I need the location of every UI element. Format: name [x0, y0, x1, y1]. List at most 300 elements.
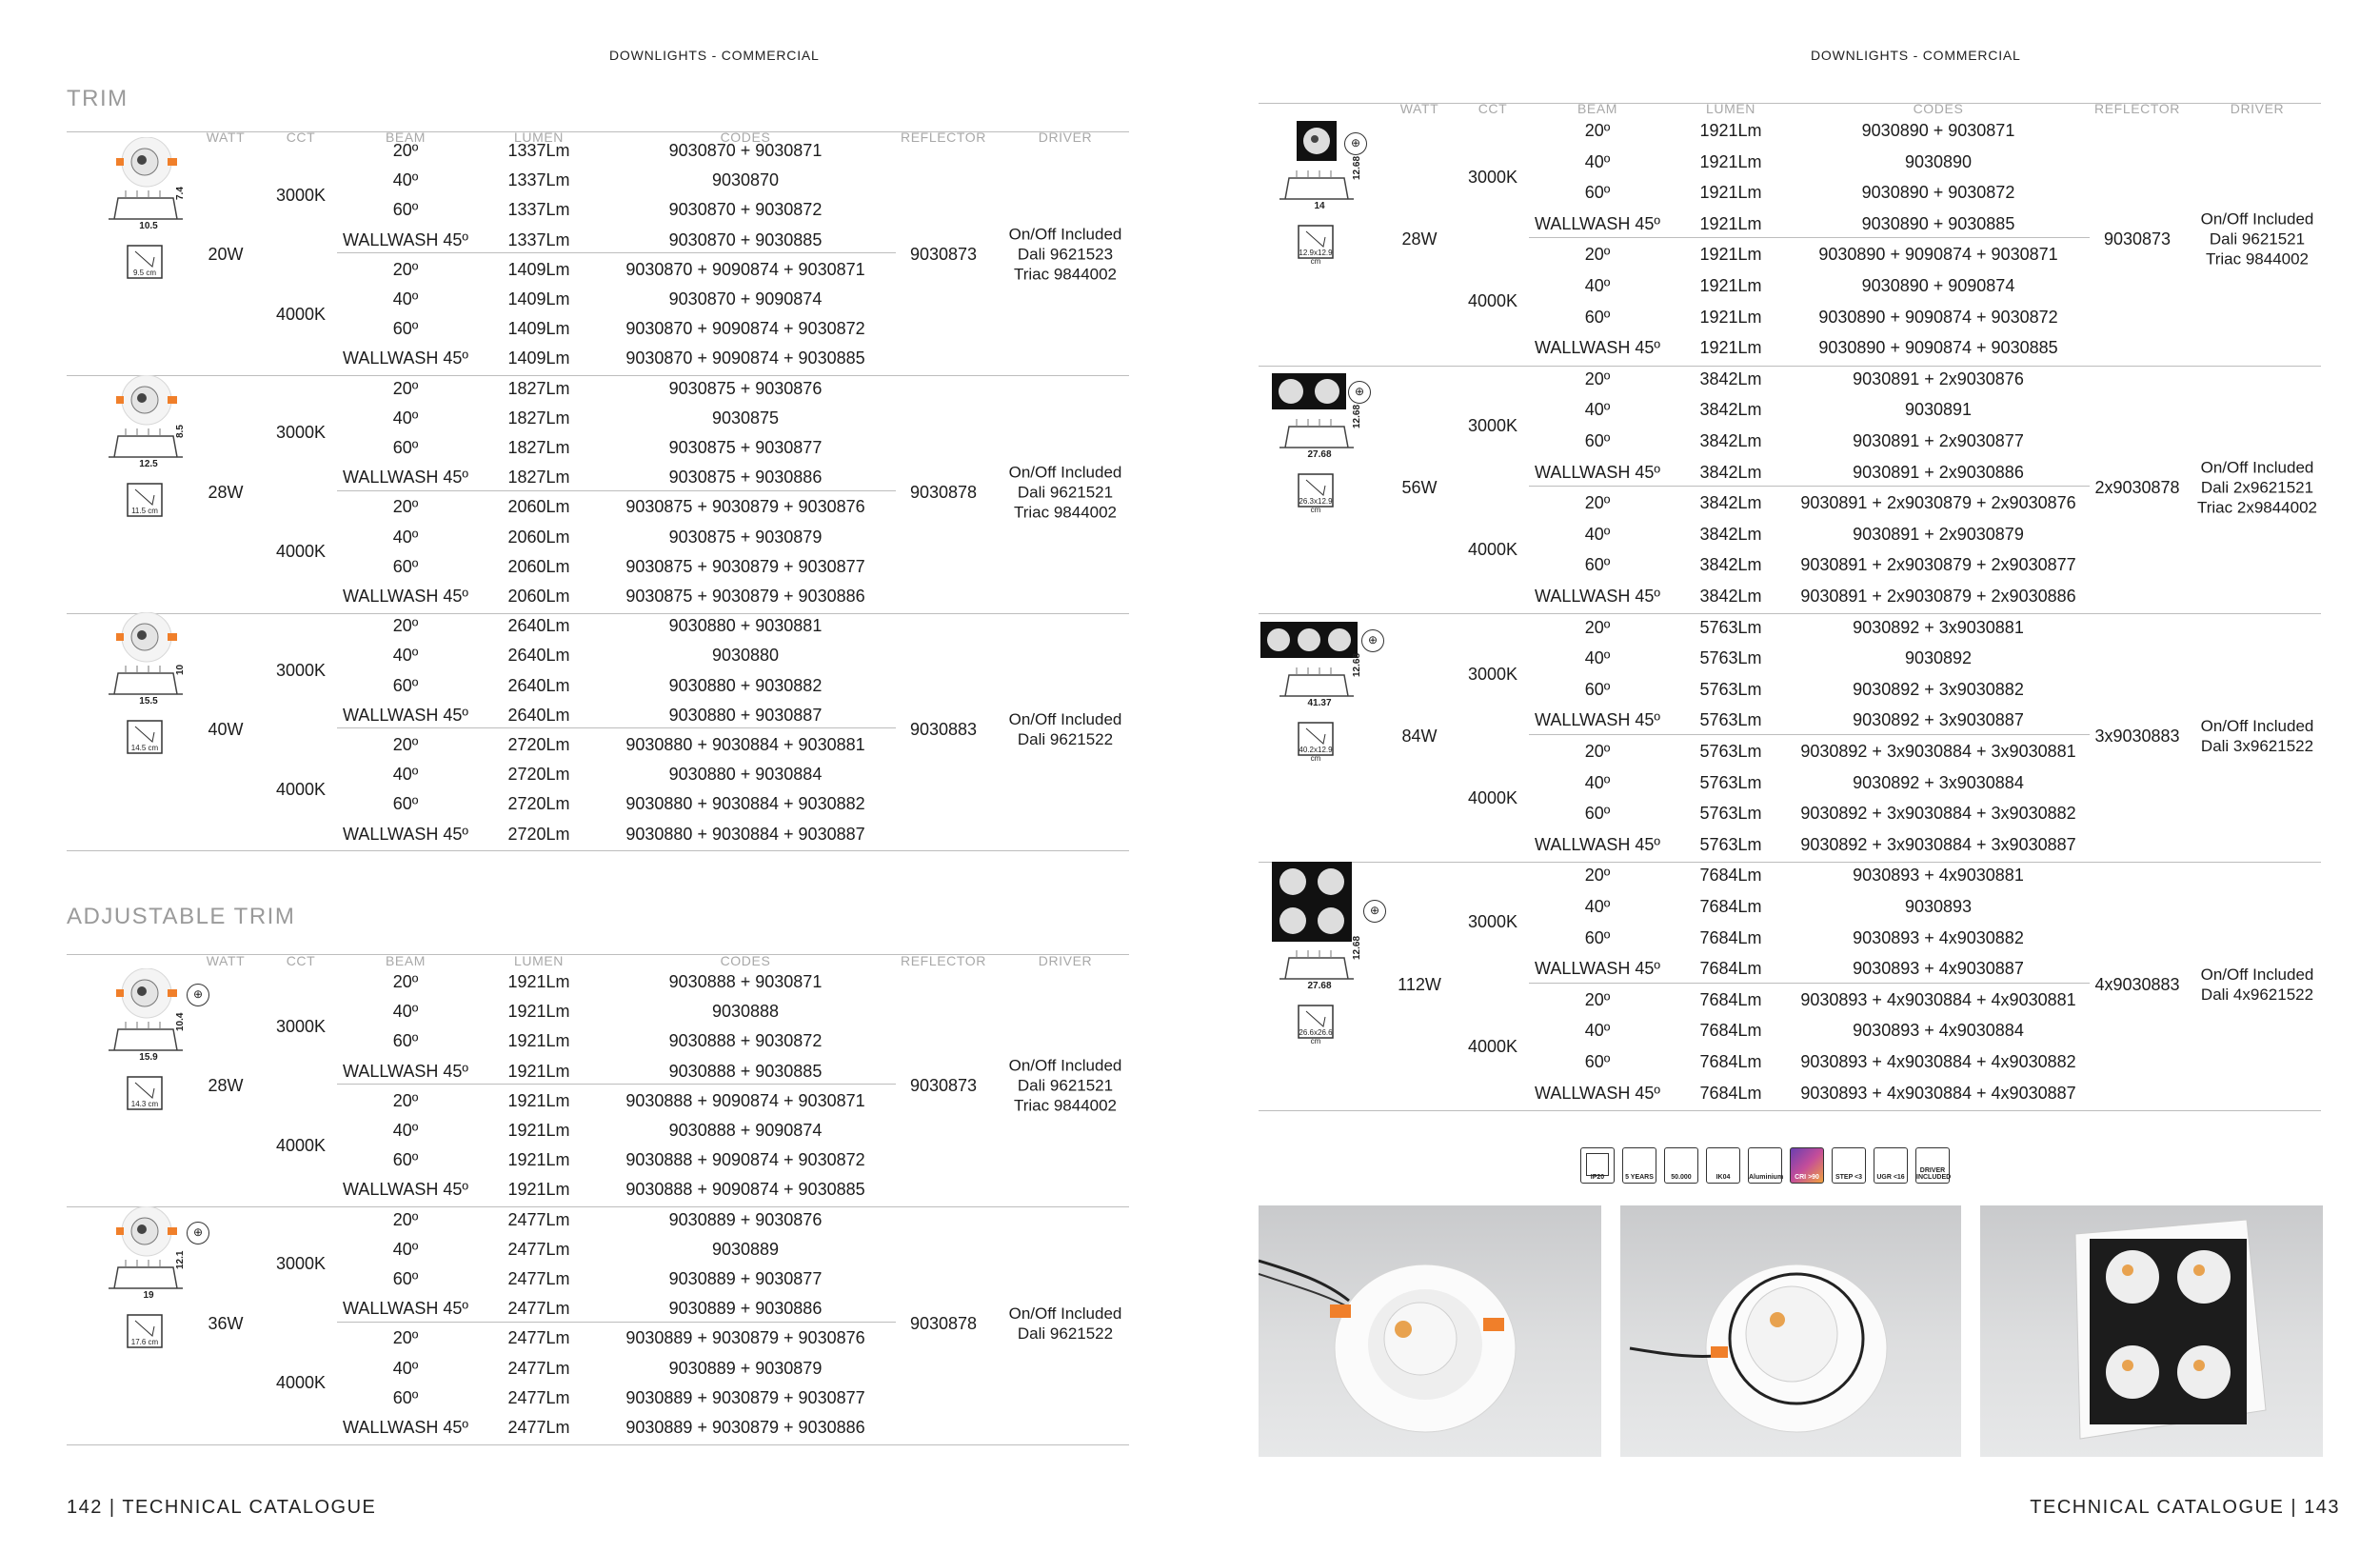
product-codes: 9030891 — [1904, 400, 1973, 420]
product-codes: 9030870 + 9090874 + 9030885 — [625, 348, 865, 368]
group-rule — [1529, 486, 2090, 487]
lumen-value: 1921Lm — [1699, 307, 1762, 327]
group-rule — [337, 1084, 896, 1085]
beam-angle: WALLWASH 45º — [343, 824, 468, 844]
feature-icon — [1915, 1147, 1950, 1184]
column-header: DRIVER — [1038, 129, 1093, 145]
driver-line: Triac 9844002 — [1013, 265, 1118, 284]
lumen-value: 5763Lm — [1699, 710, 1762, 730]
product-thumbnail — [1259, 614, 1378, 809]
beam-angle: 60º — [1584, 927, 1611, 947]
lumen-value: 7684Lm — [1699, 927, 1762, 947]
cct-value: 4000K — [275, 779, 327, 799]
beam-angle: 20º — [1584, 989, 1611, 1009]
product-codes: 9030892 + 3x9030884 + 3x9030887 — [1800, 834, 2076, 854]
feature-icon — [1580, 1147, 1615, 1184]
beam-angle: 40º — [1584, 276, 1611, 295]
beam-angle: 40º — [392, 1002, 419, 1022]
dimension-width: 12.5 — [139, 458, 158, 469]
beam-angle: 40º — [1584, 400, 1611, 420]
beam-angle: WALLWASH 45º — [343, 1299, 468, 1319]
lumen-value: 5763Lm — [1699, 617, 1762, 637]
driver-line: On/Off Included — [2200, 965, 2314, 984]
lumen-value: 2477Lm — [507, 1328, 570, 1348]
feature-icon — [1706, 1147, 1740, 1184]
feature-icons-row — [1580, 1147, 2018, 1191]
product-codes: 9030893 + 4x9030881 — [1853, 866, 2024, 886]
product-codes: 9030875 + 9030879 + 9030886 — [625, 587, 865, 606]
cct-value: 4000K — [275, 1135, 327, 1155]
beam-angle: WALLWASH 45º — [343, 705, 468, 725]
product-rule — [1259, 613, 2321, 614]
product-codes: 9030870 + 9090874 — [668, 289, 823, 309]
lumen-value: 2477Lm — [507, 1358, 570, 1378]
product-codes: 9030870 + 9030872 — [668, 200, 823, 220]
dimension-height: 8.5 — [175, 424, 186, 438]
feature-icon-label: STEP <3 — [1835, 1174, 1863, 1181]
product-rule — [1259, 862, 2321, 863]
lumen-value: 1921Lm — [1699, 338, 1762, 358]
lumen-value: 3842Lm — [1699, 400, 1762, 420]
product-codes: 9030893 + 4x9030884 + 4x9030882 — [1800, 1052, 2076, 1071]
driver-line: Dali 9621523 — [1017, 245, 1114, 264]
lumen-value: 2477Lm — [507, 1269, 570, 1288]
beam-angle: WALLWASH 45º — [1535, 710, 1660, 730]
beam-angle: WALLWASH 45º — [343, 1418, 468, 1437]
beam-angle: WALLWASH 45º — [1535, 834, 1660, 854]
column-header: LUMEN — [513, 129, 565, 145]
lumen-value: 1921Lm — [1699, 183, 1762, 203]
lumen-value: 7684Lm — [1699, 959, 1762, 979]
product-codes: 9030888 + 9030872 — [668, 1031, 823, 1051]
cct-value: 3000K — [275, 661, 327, 680]
product-codes: 9030870 + 9030871 — [668, 141, 823, 160]
column-header: WATT — [1399, 101, 1439, 116]
reflector-code: 9030878 — [909, 1313, 978, 1333]
lumen-value: 1337Lm — [507, 229, 570, 249]
lumen-value: 1921Lm — [1699, 151, 1762, 171]
product-codes: 9030880 + 9030881 — [668, 616, 823, 636]
beam-angle: 20º — [1584, 617, 1611, 637]
cct-value: 4000K — [1467, 291, 1518, 311]
lumen-value: 1409Lm — [507, 289, 570, 309]
product-codes: 9030889 + 9030879 — [668, 1358, 823, 1378]
beam-angle: 60º — [392, 1031, 419, 1051]
product-codes: 9030892 + 3x9030881 — [1853, 617, 2024, 637]
dimension-width: 10.5 — [139, 221, 158, 231]
lumen-value: 5763Lm — [1699, 834, 1762, 854]
lumen-value: 2060Lm — [507, 527, 570, 547]
dimension-width: 15.5 — [139, 696, 158, 707]
column-header: BEAM — [385, 953, 426, 968]
product-codes: 9030890 + 9090874 + 9030872 — [1818, 307, 2058, 327]
product-codes: 9030875 + 9030876 — [668, 378, 823, 398]
adjustable-tilt-icon: ⊕ — [1344, 132, 1367, 155]
lumen-value: 1921Lm — [507, 972, 570, 991]
cutout-size: 40.2x12.9 cm — [1299, 745, 1333, 763]
lumen-value: 2720Lm — [507, 824, 570, 844]
page-footer: 142 | TECHNICAL CATALOGUE — [67, 1497, 377, 1518]
feature-icon-label: IP20 — [1590, 1174, 1605, 1181]
feature-icon — [1622, 1147, 1656, 1184]
lumen-value: 1827Lm — [507, 408, 570, 428]
beam-angle: 20º — [392, 735, 419, 754]
dimension-width: 27.68 — [1307, 981, 1332, 992]
product-rule — [1259, 1110, 2321, 1111]
beam-angle: WALLWASH 45º — [343, 587, 468, 606]
lumen-value: 5763Lm — [1699, 772, 1762, 792]
beam-angle: WALLWASH 45º — [343, 1180, 468, 1200]
beam-angle: 40º — [392, 1239, 419, 1259]
driver-line: Triac 9844002 — [1013, 1096, 1118, 1115]
product-codes: 9030893 — [1904, 897, 1973, 916]
cct-value: 3000K — [1467, 912, 1518, 932]
lumen-value: 3842Lm — [1699, 524, 1762, 544]
cct-value: 3000K — [275, 1254, 327, 1274]
lumen-value: 1827Lm — [507, 468, 570, 488]
product-codes: 9030890 + 9090874 + 9030871 — [1818, 245, 2058, 265]
product-codes: 9030889 — [711, 1239, 780, 1259]
column-header: BEAM — [385, 129, 426, 145]
product-codes: 9030870 + 9030885 — [668, 229, 823, 249]
column-header: CODES — [720, 129, 771, 145]
lumen-value: 2640Lm — [507, 705, 570, 725]
driver-line: Dali 3x9621522 — [2200, 736, 2314, 755]
cct-value: 3000K — [1467, 167, 1518, 187]
lumen-value: 1409Lm — [507, 348, 570, 368]
product-codes: 9030890 — [1904, 151, 1973, 171]
driver-options — [1009, 1304, 1122, 1344]
watt-value: 28W — [1401, 229, 1438, 249]
lumen-value: 3842Lm — [1699, 431, 1762, 450]
driver-options — [1009, 225, 1122, 285]
beam-angle: 40º — [392, 289, 419, 309]
driver-options — [1009, 709, 1122, 749]
product-codes: 9030893 + 4x9030884 — [1853, 1021, 2024, 1041]
product-thumbnail — [88, 612, 202, 807]
beam-angle: 40º — [1584, 897, 1611, 916]
group-rule — [1529, 237, 2090, 238]
product-codes: 9030890 + 9030871 — [1861, 121, 2015, 140]
lumen-value: 1921Lm — [507, 1090, 570, 1110]
watt-value: 28W — [208, 1076, 244, 1096]
product-codes: 9030892 + 3x9030884 + 3x9030882 — [1800, 804, 2076, 824]
group-rule — [337, 727, 896, 728]
product-codes: 9030890 + 9030885 — [1861, 213, 2015, 233]
driver-line: On/Off Included — [2200, 716, 2314, 735]
lumen-value: 1921Lm — [1699, 276, 1762, 295]
reflector-code: 9030873 — [909, 1076, 978, 1096]
driver-line: On/Off Included — [2200, 209, 2314, 229]
beam-angle: 20º — [392, 616, 419, 636]
beam-angle: 60º — [1584, 431, 1611, 450]
beam-angle: 60º — [392, 1387, 419, 1407]
feature-icon-label: 5 YEARS — [1625, 1174, 1654, 1181]
watt-value: 36W — [208, 1313, 244, 1333]
product-codes: 9030880 + 9030884 + 9030881 — [625, 735, 865, 754]
driver-options — [2197, 457, 2317, 517]
lumen-value: 2720Lm — [507, 765, 570, 785]
product-codes: 9030875 — [711, 408, 780, 428]
beam-angle: 60º — [392, 1150, 419, 1170]
dimension-width: 19 — [143, 1289, 154, 1301]
beam-angle: 40º — [392, 646, 419, 666]
product-codes: 9030880 — [711, 646, 780, 666]
product-codes: 9030892 + 3x9030884 — [1853, 772, 2024, 792]
adjustable-tilt-icon: ⊕ — [187, 1222, 209, 1244]
beam-angle: 40º — [1584, 151, 1611, 171]
lumen-value: 1827Lm — [507, 378, 570, 398]
lumen-value: 2720Lm — [507, 735, 570, 754]
column-header: REFLECTOR — [901, 129, 986, 145]
lumen-value: 7684Lm — [1699, 897, 1762, 916]
product-codes: 9030888 + 9030871 — [668, 972, 823, 991]
product-rule — [67, 850, 1129, 851]
cutout-size: 26.3x12.9 cm — [1299, 496, 1333, 514]
beam-angle: 20º — [392, 141, 419, 160]
lumen-value: 3842Lm — [1699, 368, 1762, 388]
reflector-code: 9030873 — [2103, 229, 2172, 249]
beam-angle: 20º — [1584, 742, 1611, 761]
cct-value: 3000K — [1467, 664, 1518, 684]
lumen-value: 2477Lm — [507, 1239, 570, 1259]
cutout-size: 17.6 cm — [130, 1337, 159, 1346]
lumen-value: 2477Lm — [507, 1209, 570, 1229]
product-thumbnail — [1259, 117, 1373, 312]
watt-value: 112W — [1398, 974, 1441, 994]
group-rule — [337, 252, 896, 253]
cct-value: 3000K — [275, 185, 327, 205]
product-codes: 9030880 + 9030887 — [668, 705, 823, 725]
driver-line: On/Off Included — [1008, 710, 1122, 729]
product-codes: 9030892 + 3x9030884 + 3x9030881 — [1800, 742, 2076, 761]
driver-line: On/Off Included — [1008, 463, 1122, 482]
column-header: LUMEN — [1705, 101, 1756, 116]
cutout-size: 14.5 cm — [130, 744, 159, 753]
lumen-value: 1337Lm — [507, 200, 570, 220]
driver-line: On/Off Included — [1008, 225, 1122, 244]
beam-angle: 60º — [392, 319, 419, 339]
product-codes: 9030893 + 4x9030882 — [1853, 927, 2024, 947]
beam-angle: 60º — [392, 438, 419, 457]
product-codes: 9030875 + 9030879 — [668, 527, 823, 547]
column-header: REFLECTOR — [2094, 101, 2180, 116]
beam-angle: 60º — [392, 1269, 419, 1288]
dimension-height: 12.68 — [1352, 404, 1362, 428]
cutout-size: 26.6x26.6 cm — [1299, 1028, 1333, 1046]
product-codes: 9030880 + 9030884 + 9030882 — [625, 794, 865, 814]
product-thumbnail — [88, 137, 202, 332]
product-codes: 9030888 + 9030885 — [668, 1061, 823, 1081]
driver-line: On/Off Included — [1008, 1304, 1122, 1323]
lumen-value: 7684Lm — [1699, 866, 1762, 886]
beam-angle: 40º — [1584, 524, 1611, 544]
watt-value: 28W — [208, 482, 244, 502]
product-codes: 9030870 — [711, 170, 780, 190]
lumen-value: 7684Lm — [1699, 1083, 1762, 1103]
column-header: WATT — [206, 129, 246, 145]
column-header: CODES — [720, 953, 771, 968]
adjustable-downlight-photo — [1620, 1205, 1961, 1457]
driver-options — [1009, 1056, 1122, 1116]
beam-angle: 20º — [1584, 368, 1611, 388]
product-codes: 9030889 + 9030879 + 9030886 — [625, 1418, 865, 1437]
column-header: DRIVER — [2230, 101, 2285, 116]
lumen-value: 5763Lm — [1699, 679, 1762, 699]
product-codes: 9030891 + 2x9030886 — [1853, 462, 2024, 482]
lumen-value: 3842Lm — [1699, 493, 1762, 513]
lumen-value: 7684Lm — [1699, 989, 1762, 1009]
driver-line: Dali 4x9621522 — [2200, 985, 2314, 1004]
driver-line: Triac 2x9844002 — [2196, 498, 2318, 517]
cutout-size: 14.3 cm — [130, 1100, 159, 1108]
product-codes: 9030890 + 9090874 + 9030885 — [1818, 338, 2058, 358]
beam-angle: 20º — [1584, 121, 1611, 140]
column-header: WATT — [206, 953, 246, 968]
group-rule — [1529, 734, 2090, 735]
product-codes: 9030880 + 9030884 + 9030887 — [625, 824, 865, 844]
dimension-height: 10.4 — [175, 1012, 186, 1031]
lumen-value: 3842Lm — [1699, 555, 1762, 575]
dimension-height: 12.68 — [1352, 936, 1362, 961]
watt-value: 20W — [208, 245, 244, 265]
beam-angle: 20º — [1584, 866, 1611, 886]
driver-options — [2201, 716, 2314, 756]
beam-angle: 60º — [1584, 804, 1611, 824]
beam-angle: 60º — [392, 675, 419, 695]
driver-line: Dali 9621521 — [1017, 1076, 1114, 1095]
product-codes: 9030893 + 4x9030887 — [1853, 959, 2024, 979]
feature-icon-label: 50.000 — [1671, 1174, 1692, 1181]
feature-icon-label: IK04 — [1716, 1174, 1731, 1181]
beam-angle: WALLWASH 45º — [343, 348, 468, 368]
product-codes: 9030880 + 9030884 — [668, 765, 823, 785]
beam-angle: 60º — [392, 556, 419, 576]
page-header: DOWNLIGHTS - COMMERCIAL — [1811, 48, 2021, 63]
product-thumbnail — [88, 1206, 202, 1402]
watt-value: 56W — [1401, 477, 1438, 497]
lumen-value: 2477Lm — [507, 1418, 570, 1437]
lumen-value: 2477Lm — [507, 1387, 570, 1407]
feature-icon-label: DRIVER INCLUDED — [1916, 1167, 1952, 1181]
page-header: DOWNLIGHTS - COMMERCIAL — [609, 48, 820, 63]
lumen-value: 2060Lm — [507, 556, 570, 576]
product-thumbnail — [1259, 862, 1380, 1057]
beam-angle: 20º — [1584, 493, 1611, 513]
beam-angle: 60º — [1584, 555, 1611, 575]
beam-angle: 60º — [1584, 679, 1611, 699]
lumen-value: 1409Lm — [507, 319, 570, 339]
group-rule — [337, 1322, 896, 1323]
feature-icon — [1790, 1147, 1824, 1184]
lumen-value: 5763Lm — [1699, 742, 1762, 761]
lumen-value: 1921Lm — [507, 1061, 570, 1081]
driver-line: Dali 9621521 — [1017, 483, 1114, 502]
watt-value: 40W — [208, 720, 244, 740]
beam-angle: 60º — [392, 200, 419, 220]
feature-icon-label: Aluminium — [1749, 1174, 1784, 1181]
cct-value: 3000K — [275, 1016, 327, 1036]
feature-icon — [1664, 1147, 1698, 1184]
lumen-value: 1921Lm — [507, 1002, 570, 1022]
beam-angle: 20º — [392, 972, 419, 991]
round-downlight-photo — [1259, 1205, 1601, 1457]
column-header: BEAM — [1577, 101, 1618, 116]
section-title: ADJUSTABLE TRIM — [67, 904, 296, 929]
dimension-width: 15.9 — [139, 1052, 158, 1063]
feature-icon — [1874, 1147, 1908, 1184]
product-codes: 9030888 + 9090874 + 9030872 — [625, 1150, 865, 1170]
driver-line: Dali 9621521 — [2209, 229, 2306, 249]
lumen-value: 1921Lm — [507, 1150, 570, 1170]
product-codes: 9030870 + 9090874 + 9030872 — [625, 319, 865, 339]
beam-angle: WALLWASH 45º — [1535, 213, 1660, 233]
column-header: CODES — [1913, 101, 1964, 116]
lumen-value: 1921Lm — [507, 1121, 570, 1140]
group-rule — [337, 490, 896, 491]
beam-angle: 40º — [392, 1121, 419, 1140]
cutout-size: 9.5 cm — [132, 269, 156, 277]
cct-value: 3000K — [1467, 415, 1518, 435]
product-codes: 9030890 + 9090874 — [1861, 276, 2015, 295]
product-codes: 9030891 + 2x9030879 — [1853, 524, 2024, 544]
product-rule — [67, 1206, 1129, 1207]
cutout-size: 11.5 cm — [131, 506, 158, 515]
cct-value: 4000K — [1467, 1036, 1518, 1056]
section-title: TRIM — [67, 86, 129, 111]
lumen-value: 2640Lm — [507, 616, 570, 636]
beam-angle: 40º — [1584, 1021, 1611, 1041]
lumen-value: 2477Lm — [507, 1299, 570, 1319]
beam-angle: WALLWASH 45º — [343, 229, 468, 249]
product-codes: 9030889 + 9030879 + 9030876 — [625, 1328, 865, 1348]
reflector-code: 9030883 — [909, 720, 978, 740]
reflector-code: 3x9030883 — [2094, 726, 2180, 746]
adjustable-tilt-icon: ⊕ — [187, 984, 209, 1006]
group-rule — [1529, 983, 2090, 984]
product-codes: 9030891 + 2x9030879 + 2x9030876 — [1800, 493, 2076, 513]
lumen-value: 2640Lm — [507, 646, 570, 666]
lumen-value: 1827Lm — [507, 438, 570, 457]
feature-icon — [1748, 1147, 1782, 1184]
beam-angle: 60º — [1584, 307, 1611, 327]
adjustable-tilt-icon: ⊕ — [1348, 381, 1371, 404]
cct-value: 4000K — [275, 542, 327, 562]
product-codes: 9030889 + 9030886 — [668, 1299, 823, 1319]
driver-line: Dali 9621522 — [1017, 1324, 1114, 1343]
beam-angle: 20º — [392, 1090, 419, 1110]
column-header: DRIVER — [1038, 953, 1093, 968]
beam-angle: 20º — [392, 497, 419, 517]
product-thumbnail — [88, 968, 202, 1164]
cct-value: 4000K — [275, 304, 327, 324]
product-codes: 9030892 — [1904, 648, 1973, 668]
feature-icon-label: CRI >90 — [1795, 1174, 1819, 1181]
beam-angle: 40º — [392, 765, 419, 785]
driver-line: Triac 9844002 — [2205, 249, 2310, 269]
lumen-value: 7684Lm — [1699, 1052, 1762, 1071]
column-header: LUMEN — [513, 953, 565, 968]
product-codes: 9030890 + 9030872 — [1861, 183, 2015, 203]
product-codes: 9030870 + 9090874 + 9030871 — [625, 259, 865, 279]
product-codes: 9030893 + 4x9030884 + 4x9030881 — [1800, 989, 2076, 1009]
driver-line: Triac 9844002 — [1013, 503, 1118, 522]
product-codes: 9030893 + 4x9030884 + 4x9030887 — [1800, 1083, 2076, 1103]
product-thumbnail — [88, 375, 202, 570]
beam-angle: 60º — [1584, 1052, 1611, 1071]
product-codes: 9030880 + 9030882 — [668, 675, 823, 695]
feature-icon-label: UGR <16 — [1876, 1174, 1905, 1181]
